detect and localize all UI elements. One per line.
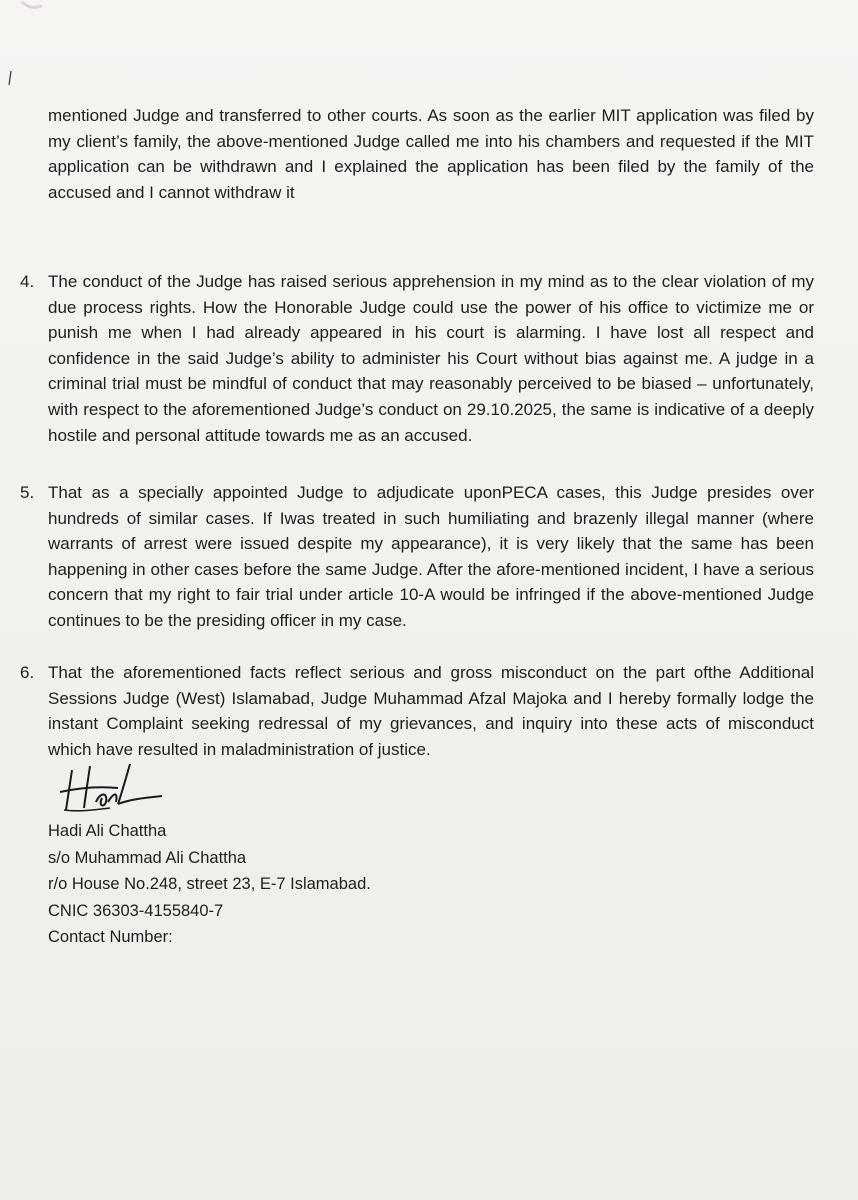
intro-paragraph: mentioned Judge and transferred to other courts. As soon as the earlier MIT application was filed by my client’s family, the above-mentioned Judge called me into his chambers and requested if the MIT application can be withdrawn and I explained the application has been filed by the family of the accused and I cannot withdraw it — [48, 106, 814, 202]
paragraph-number-4: 4. — [20, 272, 35, 291]
paragraph-6-text: That the aforementioned facts reflect serious and gross misconduct on the part ofthe Additional Sessions Judge (West) Islamabad, Judge Muhammad Afzal Majoka and I hereby formally lodge the instant Complaint seeking redressal of my grievances, and inquiry into these acts of misconduct which have resulted in maladministration of justice. — [48, 663, 814, 759]
signatory-parentage: s/o Muhammad Ali Chattha — [48, 848, 247, 867]
paragraph-5-text: That as a specially appointed Judge to adjudicate uponPECA cases, this Judge presides over hundreds of similar cases. If Iwas treated in such humiliating and brazenly illegal manner (where warrants of arrest were issued despite my appearance), it is very likely that the same has been happening in other cases before the same Judge. After the afore-mentioned incident, I have a serious concern that my right to fair trial under article 10-A would be infringed if the above-mentioned Judge continues to be the presiding officer in my case. — [48, 483, 814, 630]
signatory-contact: Contact Number: — [48, 928, 173, 947]
signatory-name: Hadi Ali Chattha — [48, 822, 167, 840]
corner-stain-mark — [20, 0, 60, 14]
margin-tick-mark — [6, 70, 14, 86]
signatory-cnic: CNIC 36303-4155840-7 — [48, 901, 224, 920]
paragraph-4-text: The conduct of the Judge has raised serious apprehension in my mind as to the clear violation of my due process rights. How the Honorable Judge could use the power of his office to victimize me or punish me when I had already appeared in his court is alarming. I have lost all respect and confidence in the said Judge’s ability to administer his Court without bias against me. A judge in a criminal trial must be mindful of conduct that may reasonably perceived to be biased – unfortunately, with respect to the aforementioned Judge’s conduct on 29.10.2025, the same is indicative of a deeply hostile and personal attitude towards me as an accused. — [48, 272, 814, 445]
paragraph-number-5: 5. — [20, 483, 35, 502]
paragraph-number-6: 6. — [20, 663, 35, 682]
handwritten-signature-icon — [58, 762, 168, 820]
signatory-address: r/o House No.248, street 23, E-7 Islamabad. — [48, 875, 371, 894]
signatory-block — [48, 818, 371, 951]
